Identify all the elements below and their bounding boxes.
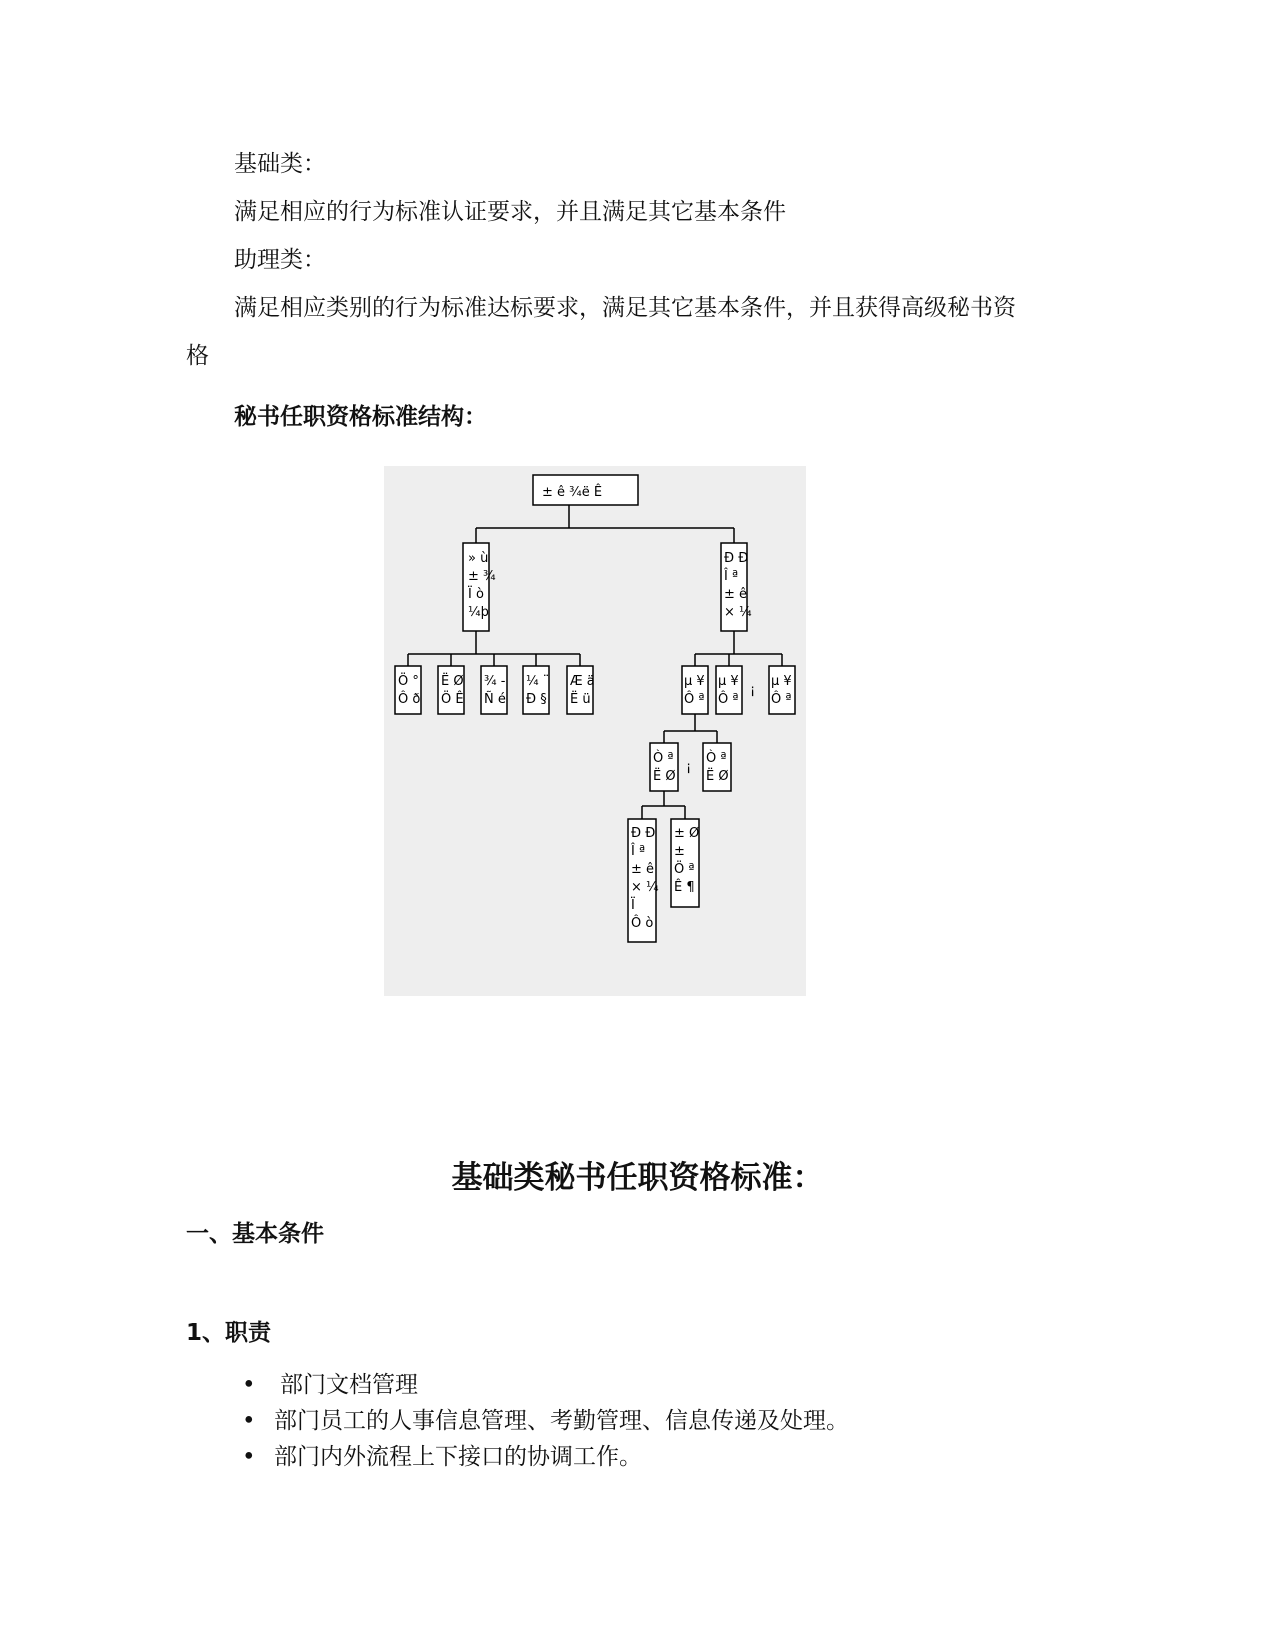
list-item-text: 部门文档管理 (280, 1372, 418, 1398)
org-node-line: Ô ð (398, 692, 421, 707)
org-node-line: Ô ª (718, 692, 739, 707)
subsection-responsibilities: 1、职责 (186, 1320, 272, 1346)
org-node-line: Ð Ð (631, 826, 656, 841)
org-node-leaf-2 (671, 819, 699, 907)
org-chart-figure (384, 466, 806, 996)
org-node-right-child-1 (682, 666, 708, 714)
org-node-left-child-3 (481, 666, 507, 714)
org-node-left-child-1 (395, 666, 421, 714)
org-node-sub-child-1 (650, 743, 678, 791)
org-node-line: Ñ é (484, 692, 506, 707)
org-node-line: Ò ª (653, 751, 674, 766)
org-node-line: Ð § (526, 692, 547, 707)
org-node-line: ± ê (631, 862, 655, 877)
org-node-root (533, 475, 638, 505)
org-node-left-branch-line: ¼þ (468, 605, 489, 620)
bullet-icon: • (242, 1372, 256, 1398)
subsection-basic-conditions: 一、基本条件 (186, 1221, 324, 1247)
org-node-left-child-4 (523, 666, 549, 714)
org-node-line: µ ¥ (684, 674, 705, 689)
org-node-line: Ë Ø (653, 769, 676, 784)
org-node-line: Ï (631, 898, 635, 913)
org-node-line: µ ¥ (718, 674, 739, 689)
paragraph-assistant-requirement: 满足相应类别的行为标准达标要求，满足其它基本条件，并且获得高级秘书资 (234, 295, 1016, 321)
org-node-right-branch-line: Ð Ð (724, 551, 749, 566)
org-node-line: Ë Ø (441, 674, 464, 689)
org-node-line: Ô ª (684, 692, 705, 707)
paragraph-assistant-requirement-cont: 格 (186, 343, 209, 369)
list-item (242, 1442, 642, 1472)
org-node-left-branch-line: ± ¾ (468, 569, 496, 584)
list-item (242, 1406, 849, 1436)
org-node-line: Ö ª (674, 862, 695, 877)
org-separator-glyph: ¡ (750, 683, 756, 698)
org-node-line: Æ ä (570, 674, 595, 689)
org-node-left-child-2 (438, 666, 464, 714)
list-item-text: 部门内外流程上下接口的协调工作。 (274, 1444, 642, 1470)
org-node-right-branch-line: × ¼ (724, 605, 752, 620)
org-node-left-child-5 (567, 666, 595, 714)
org-node-line: Ë Ø (706, 769, 729, 784)
org-node-right-branch-line: Î ª (724, 569, 739, 584)
list-item (242, 1370, 418, 1400)
org-node-right-child-3 (769, 666, 795, 714)
org-node-right-branch-line: ± ê (724, 587, 748, 602)
org-node-right-child-2 (716, 666, 742, 714)
org-node-left-branch (463, 543, 496, 631)
paragraph-assistant-label: 助理类： (234, 247, 326, 273)
org-node-line: ¼ ¨ (526, 674, 550, 689)
org-node-line: Ô ò (631, 916, 654, 931)
org-node-root-label: ± ê ¾ë Ê (542, 485, 603, 500)
paragraph-basic-label: 基础类： (234, 151, 326, 177)
org-node-line: µ ¥ (771, 674, 792, 689)
org-node-line: ¾ - (484, 674, 506, 689)
bullet-icon: • (242, 1444, 256, 1470)
org-node-line: ± (674, 844, 685, 859)
paragraph-basic-requirement: 满足相应的行为标准认证要求，并且满足其它基本条件 (234, 199, 786, 225)
org-node-left-branch-line: Ï ò (468, 587, 484, 602)
section-title: 基础类秘书任职资格标准： (451, 1160, 824, 1196)
bullet-icon: • (242, 1408, 256, 1434)
org-node-line: Ö Ê (441, 692, 464, 707)
org-node-line: Î ª (631, 844, 646, 859)
org-node-line: Ô ª (771, 692, 792, 707)
org-node-line: Ê ¶ (674, 880, 695, 895)
org-node-right-branch (721, 543, 752, 631)
org-node-line: Ö ° (398, 674, 419, 689)
org-separator-glyph: ¡ (686, 760, 692, 775)
org-node-line: Ò ª (706, 751, 727, 766)
org-node-line: Ë ü (570, 692, 591, 707)
structure-label: 秘书任职资格标准结构： (234, 404, 487, 430)
org-chart-svg (384, 466, 806, 996)
org-node-leaf-1 (628, 819, 659, 942)
list-item-text: 部门员工的人事信息管理、考勤管理、信息传递及处理。 (274, 1408, 849, 1434)
org-node-line: × ¼ (631, 880, 659, 895)
org-node-sub-child-2 (703, 743, 731, 791)
org-node-left-branch-line: » ù (468, 551, 489, 566)
org-node-line: ± Ø (674, 826, 700, 841)
